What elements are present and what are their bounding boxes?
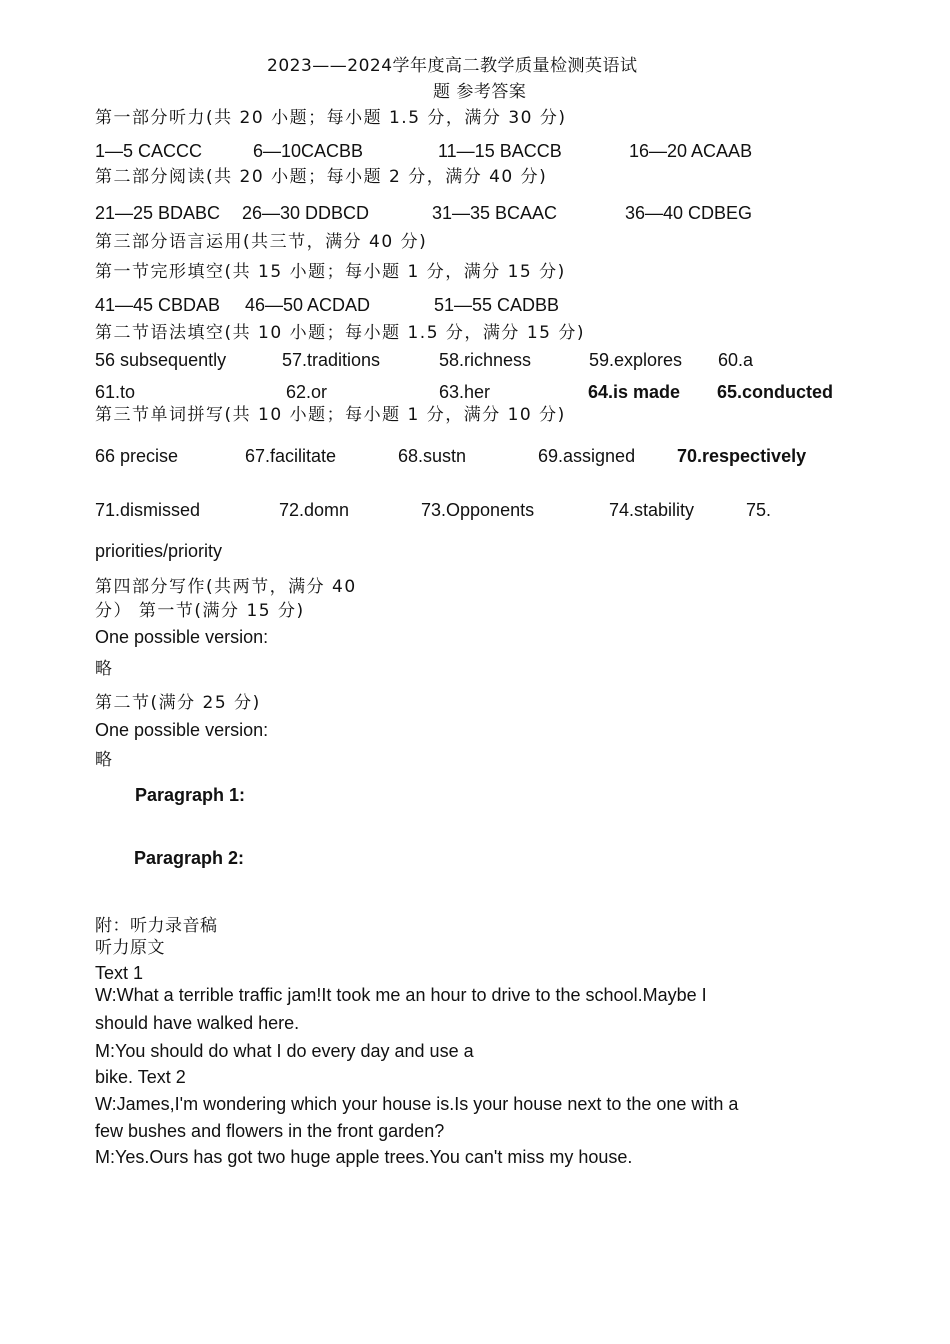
grammar-answer: 59.explores bbox=[589, 350, 683, 370]
answer-group: 41—45 CBDAB bbox=[95, 295, 221, 315]
transcript-line: W:James,I'm wondering which your house is.Is your house next to the one with a bbox=[95, 1094, 739, 1114]
spelling-answer-continued: priorities/priority bbox=[95, 541, 223, 561]
part2-heading: 第二部分阅读(共 20 小题；每小题 2 分，满分 40 分) bbox=[95, 167, 548, 187]
spelling-answer: 71.dismissed bbox=[95, 500, 201, 520]
transcript-line: bike. Text 2 bbox=[95, 1067, 186, 1087]
answer-group: 51—55 CADBB bbox=[434, 295, 560, 315]
part3-section1-heading: 第一节完形填空(共 15 小题；每小题 1 分，满分 15 分) bbox=[95, 262, 566, 282]
page-title-continued: 题 参考答案 bbox=[433, 82, 527, 102]
answer-group: 31—35 BCAAC bbox=[432, 203, 558, 223]
grammar-answer: 63.her bbox=[439, 382, 491, 402]
answer-group: 16—20 ACAAB bbox=[629, 141, 753, 161]
grammar-answer: 56 subsequently bbox=[95, 350, 227, 370]
part4-section2-heading: 第二节(满分 25 分) bbox=[95, 693, 261, 713]
grammar-answer: 65.conducted bbox=[717, 382, 834, 402]
paragraph-1-label: Paragraph 1: bbox=[135, 785, 246, 805]
answer-group: 36—40 CDBEG bbox=[625, 203, 753, 223]
part1-heading: 第一部分听力(共 20 小题；每小题 1.5 分，满分 30 分) bbox=[95, 108, 567, 128]
answer-group: 46—50 ACDAD bbox=[245, 295, 371, 315]
grammar-answer: 60.a bbox=[718, 350, 754, 370]
spelling-answer: 74.stability bbox=[609, 500, 695, 520]
omitted-mark: 略 bbox=[95, 750, 114, 770]
paragraph-2-label: Paragraph 2: bbox=[134, 848, 245, 868]
part3-section2-heading: 第二节语法填空(共 10 小题；每小题 1.5 分，满分 15 分) bbox=[95, 323, 585, 343]
spelling-answer: 69.assigned bbox=[538, 446, 636, 466]
spelling-answer: 67.facilitate bbox=[245, 446, 337, 466]
grammar-answer: 64.is made bbox=[588, 382, 681, 402]
transcript-heading: 听力原文 bbox=[95, 938, 165, 958]
page-title: 2023——2024学年度高二教学质量检测英语试 bbox=[267, 56, 638, 76]
spelling-answer: 73.Opponents bbox=[421, 500, 535, 520]
spelling-answer: 70.respectively bbox=[677, 446, 807, 466]
transcript-line: few bushes and flowers in the front garden? bbox=[95, 1121, 445, 1141]
transcript-line: W:What a terrible traffic jam!It took me an hour to drive to the school.Maybe I bbox=[95, 985, 707, 1005]
spelling-answer: 72.domn bbox=[279, 500, 350, 520]
grammar-answer: 57.traditions bbox=[282, 350, 381, 370]
part3-heading: 第三部分语言运用(共三节，满分 40 分) bbox=[95, 232, 428, 252]
transcript-line: should have walked here. bbox=[95, 1013, 300, 1033]
answer-group: 26—30 DDBCD bbox=[242, 203, 370, 223]
version-label: One possible version: bbox=[95, 627, 269, 647]
spelling-answer: 66 precise bbox=[95, 446, 179, 466]
transcript-line: M:Yes.Ours has got two huge apple trees.You can't miss my house. bbox=[95, 1147, 633, 1167]
answer-group: 11—15 BACCB bbox=[438, 141, 562, 161]
spelling-answer: 75. bbox=[746, 500, 772, 520]
spelling-answer: 68.sustn bbox=[398, 446, 467, 466]
omitted-mark: 略 bbox=[95, 659, 114, 679]
part3-section3-heading: 第三节单词拼写(共 10 小题；每小题 1 分，满分 10 分) bbox=[95, 405, 566, 425]
appendix-label: 附：听力录音稿 bbox=[95, 916, 218, 936]
answer-group: 6—10CACBB bbox=[253, 141, 364, 161]
part4-heading: 第四部分写作(共两节，满分 40 bbox=[95, 577, 357, 597]
answer-group: 21—25 BDABC bbox=[95, 203, 221, 223]
version-label: One possible version: bbox=[95, 720, 269, 740]
part4-section1-heading: 分） 第一节(满分 15 分) bbox=[95, 601, 305, 621]
grammar-answer: 58.richness bbox=[439, 350, 532, 370]
text1-label: Text 1 bbox=[95, 963, 144, 983]
answer-group: 1—5 CACCC bbox=[95, 141, 203, 161]
transcript-line: M:You should do what I do every day and use a bbox=[95, 1041, 474, 1061]
grammar-answer: 62.or bbox=[286, 382, 328, 402]
grammar-answer: 61.to bbox=[95, 382, 136, 402]
